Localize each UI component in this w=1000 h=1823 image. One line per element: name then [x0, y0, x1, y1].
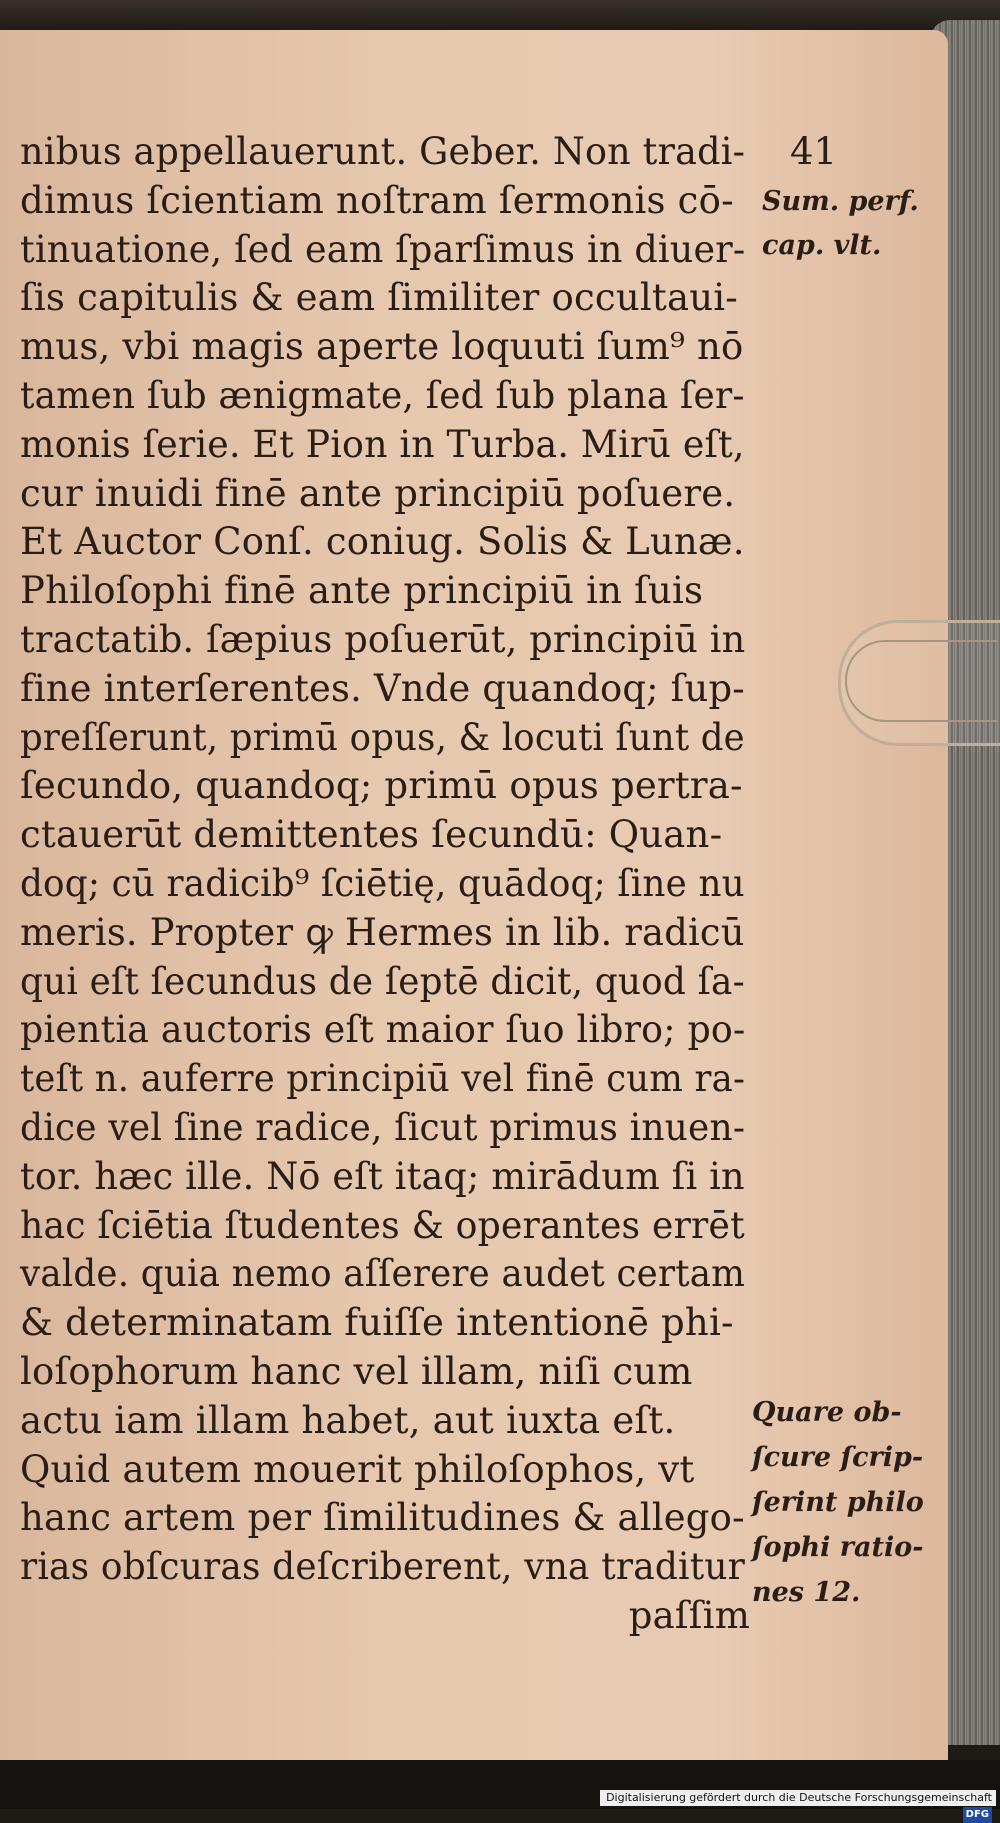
text-line: tinuatione, ſed eam ſparſimus in diuer-	[20, 227, 746, 271]
margin-note-line: ſophi ratio-	[752, 1532, 924, 1563]
credit-text: Digitalisierung gefördert durch die Deutsche Forschungsgemeinschaft -	[606, 1791, 992, 1820]
text-line: ſecundo, quandoq; primū opus pertra-	[20, 764, 743, 808]
text-line: doq; cū radicib⁹ ſciētię, quādoq; ſine nu	[20, 861, 745, 905]
text-line: actu iam illam habet, aut iuxta eſt.	[20, 1398, 676, 1442]
margin-note-quare	[752, 1390, 924, 1615]
text-line: tor. hæc ille. Nō eſt itaq; mirādum ſi in	[20, 1154, 745, 1198]
text-line: loſophorum hanc vel illam, niſi cum	[20, 1349, 693, 1393]
text-line: monis ſerie. Et Pion in Turba. Mirū eſt,	[20, 422, 745, 466]
margin-note-line: ſerint philo	[752, 1487, 924, 1518]
text-line: meris. Propter ꝙ Hermes in lib. radicū	[20, 910, 745, 954]
text-line: teſt n. auferre principiū vel finē cum ra-	[20, 1057, 746, 1101]
text-line: qui eſt ſecundus de ſeptē dicit, quod ſa-	[20, 959, 745, 1003]
text-line: fine interſerentes. Vnde quandoq; ſup-	[20, 666, 745, 710]
margin-note-line: nes 12.	[752, 1577, 861, 1608]
text-line: nibus appellauerunt. Geber. Non tradi-	[20, 130, 746, 173]
text-line: preſſerunt, primū opus, & locuti ſunt de	[20, 715, 745, 759]
margin-note-line: cap. vlt.	[762, 230, 882, 261]
text-line: rias obſcuras deſcriberent, vna traditur	[20, 1545, 746, 1589]
margin-note-line: ſcure ſcrip-	[752, 1442, 924, 1473]
margin-note-line: Quare ob-	[752, 1397, 902, 1428]
text-line: tractatib. ſæpius poſuerūt, principiū in	[20, 617, 746, 661]
text-line: valde. quia nemo aſſerere audet certam	[20, 1252, 746, 1296]
text-line: dice vel ſine radice, ſicut primus inuen-	[20, 1105, 746, 1149]
text-line: cur inuidi finē ante principiū poſuere.	[20, 471, 736, 515]
dfg-logo: DFG	[963, 1807, 992, 1823]
text-line: ctauerūt demittentes ſecundū: Quan-	[20, 813, 723, 857]
text-line: hac ſciētia ſtudentes & operantes errēt	[20, 1203, 745, 1247]
text-line: tamen ſub ænigmate, ſed ſub plana ſer-	[20, 373, 745, 417]
text-line: Et Auctor Conſ. coniug. Solis & Lunæ.	[20, 520, 745, 564]
margin-note-line: Sum. perf.	[762, 186, 919, 217]
text-line: hanc artem per ſimilitudines & allego-	[20, 1496, 745, 1540]
text-line: mus, vbi magis aperte loquuti ſum⁹ nō	[20, 325, 744, 369]
margin-note-summa	[762, 180, 919, 268]
text-line: pientia auctoris eſt maior ſuo libro; po-	[20, 1008, 746, 1052]
text-line: ſis capitulis & eam ſimiliter occultaui-	[20, 276, 738, 320]
text-line: Philoſophi finē ante principiū in ſuis	[20, 569, 704, 613]
digitization-credit	[600, 1790, 996, 1820]
text-line: Quid autem mouerit philoſophos, vt	[20, 1447, 695, 1491]
text-line: & determinatam fuiſſe intentionē phi-	[20, 1301, 734, 1345]
ribbon-bookmark-inner	[845, 640, 997, 722]
text-line: dimus ſcientiam noſtram ſermonis cō-	[20, 178, 734, 222]
catchword: paſſim	[628, 1593, 750, 1637]
body-text	[20, 128, 750, 1641]
page-number: 41	[790, 130, 838, 173]
